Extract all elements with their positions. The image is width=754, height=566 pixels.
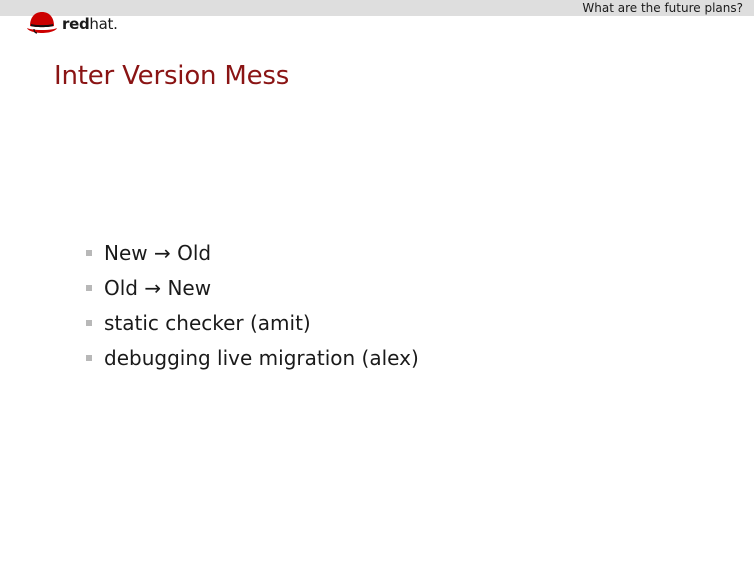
bullet-square-icon [86,285,92,291]
bullet-square-icon [86,250,92,256]
redhat-fedora-icon [25,9,59,35]
list-item [86,235,419,270]
list-item [86,305,419,340]
bullet-text: New → Old [104,240,212,265]
bullet-list [86,235,419,375]
bullet-square-icon [86,320,92,326]
list-item [86,340,419,375]
section-title: What are the future plans? [582,1,743,15]
logo-wordmark-bold: red [62,15,90,33]
bullet-text: debugging live migration (alex) [104,345,419,370]
bullet-text: Old → New [104,275,212,300]
bullet-text: static checker (amit) [104,310,311,335]
list-item [86,270,419,305]
logo-wordmark [62,15,118,33]
logo-wordmark-regular: hat. [89,15,118,33]
bullet-square-icon [86,355,92,361]
redhat-logo [25,8,118,36]
slide-title: Inter Version Mess [54,61,290,91]
